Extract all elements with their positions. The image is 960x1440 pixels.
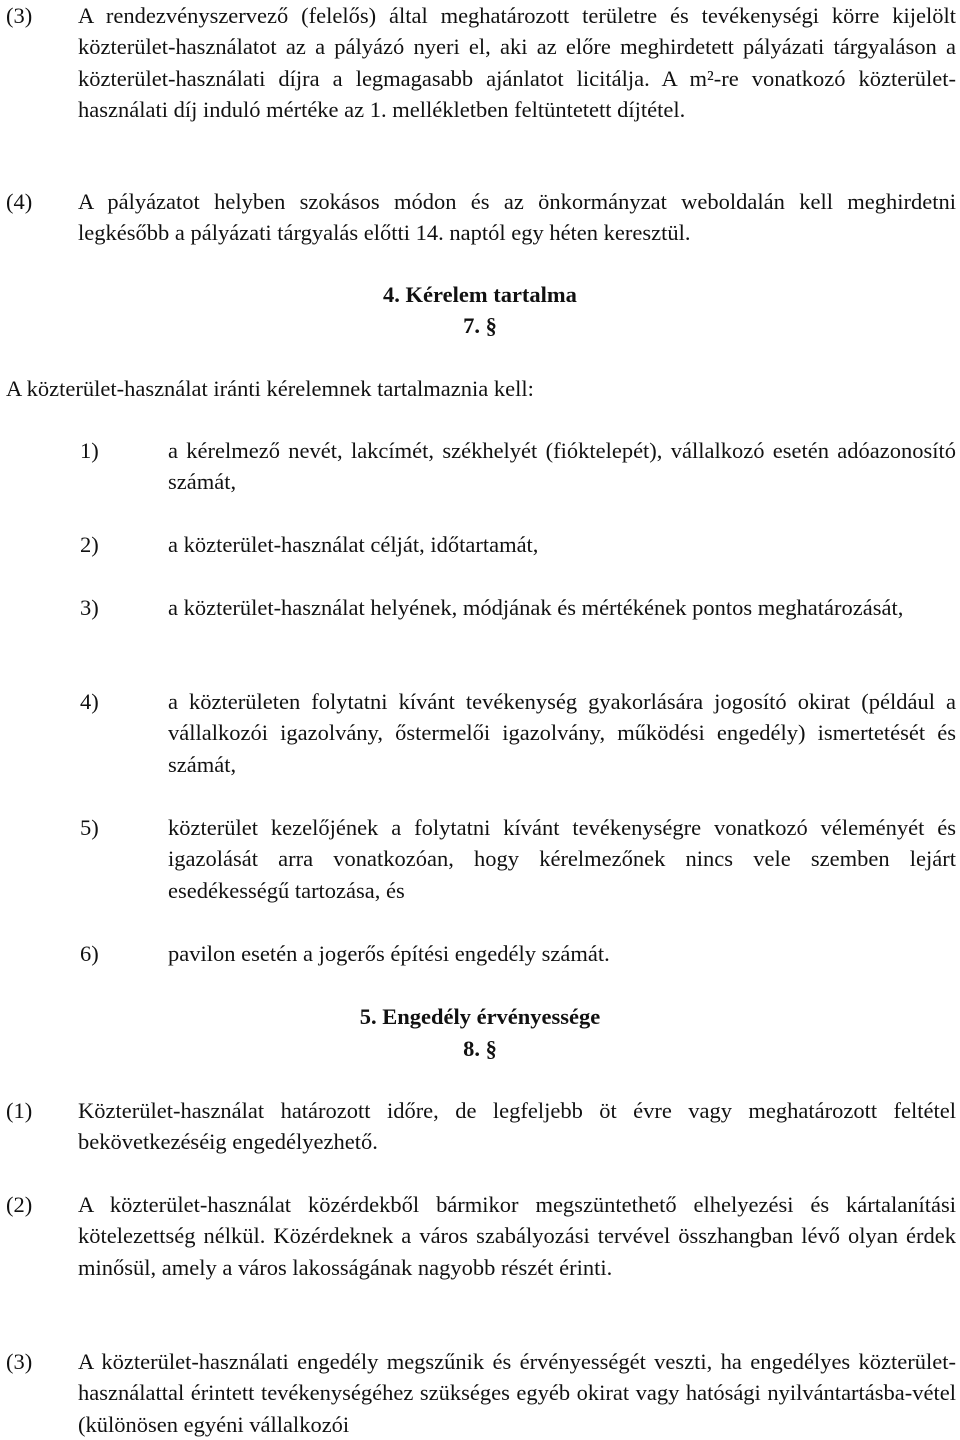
list-item-text: a kérelmező nevét, lakcímét, székhelyét (fióktelepét), vállalkozó esetén adóazonosító számát, <box>168 438 956 495</box>
list-item-number: 2) <box>80 532 99 557</box>
section-paragraph-7: 7. § <box>463 313 497 338</box>
section-paragraph-8: 8. § <box>463 1036 497 1061</box>
list-item-number: 4) <box>80 689 99 714</box>
list-item-text: a közterület-használat helyének, módjának és mértékének pontos meghatározását, <box>168 595 904 620</box>
paragraph-text: A rendezvényszervező (felelős) által meghatározott területre és tevékenységi körre kijelölt közterület-használatot az a pályázó nyeri el, aki az előre meghirdetett pályázati tárgyaláson a közterület-használati díjra a legmagasabb ajánlatot licitálja. A m²-re vonatkozó közterület-használati díj induló mértéke az 1. mellékletben feltüntetett díjtétel. <box>78 3 956 122</box>
paragraph-number: (2) <box>6 1192 33 1217</box>
list-item-text: pavilon esetén a jogerős építési engedély számát. <box>168 941 610 966</box>
paragraph-text: A közterület-használat közérdekből bármikor megszüntethető elhelyezési és kártalanítási kötelezettség nélkül. Közérdeknek a város szabályozási tervével összhangban lévő olyan érdek minősül, amely a város lakosságának nagyobb részét érinti. <box>78 1192 956 1280</box>
paragraph-number: (1) <box>6 1098 33 1123</box>
list-item-number: 3) <box>80 595 99 620</box>
list-item-5 <box>80 812 956 906</box>
list-intro: A közterület-használat iránti kérelemnek tartalmaznia kell: <box>6 376 534 401</box>
list-item-text: közterület kezelőjének a folytatni kívánt tevékenységre vonatkozó véleményét és igazolását arra vonatkozóan, hogy kérelmezőnek nincs vele szemben lejárt esedékességű tartozása, és <box>168 815 956 903</box>
list-item-2 <box>80 529 956 560</box>
paragraph-number: (4) <box>6 189 33 214</box>
paragraph-text: A közterület-használati engedély megszűnik és érvényességét veszti, ha engedélyes közterület-használattal érintett tevékenységéhez szükséges egyéb okirat vagy hatósági nyilvántartásba-vétel (különösen egyéni vállalkozói <box>78 1349 956 1437</box>
paragraph-8-3 <box>6 1346 956 1440</box>
list-item-number: 5) <box>80 815 99 840</box>
paragraph-number: (3) <box>6 3 33 28</box>
paragraph-6-3 <box>6 0 956 125</box>
paragraph-number: (3) <box>6 1349 33 1374</box>
paragraph-text: Közterület-használat határozott időre, de legfeljebb öt évre vagy meghatározott feltétel bekövetkezéséig engedélyezhető. <box>78 1098 956 1155</box>
list-item-text: a közterület-használat célját, időtartamát, <box>168 532 539 557</box>
list-item-number: 6) <box>80 941 99 966</box>
list-item-3 <box>80 592 956 623</box>
list-item-number: 1) <box>80 438 99 463</box>
list-item-text: a közterületen folytatni kívánt tevékenység gyakorlására jogosító okirat (például a vállalkozói igazolvány, őstermelői igazolvány, működési engedély) ismertetését és számát, <box>168 689 956 777</box>
paragraph-8-1 <box>6 1095 956 1158</box>
list-item-4 <box>80 686 956 780</box>
list-item-1 <box>80 435 956 498</box>
section-heading-4: 4. Kérelem tartalma <box>383 282 577 307</box>
section-heading-5: 5. Engedély érvényessége <box>359 1004 601 1029</box>
paragraph-text: A pályázatot helyben szokásos módon és az önkormányzat weboldalán kell meghirdetni legkésőbb a pályázati tárgyalás előtti 14. naptól egy héten keresztül. <box>78 189 956 246</box>
list-item-6 <box>80 938 956 969</box>
paragraph-8-2 <box>6 1189 956 1283</box>
paragraph-6-4 <box>6 186 956 249</box>
